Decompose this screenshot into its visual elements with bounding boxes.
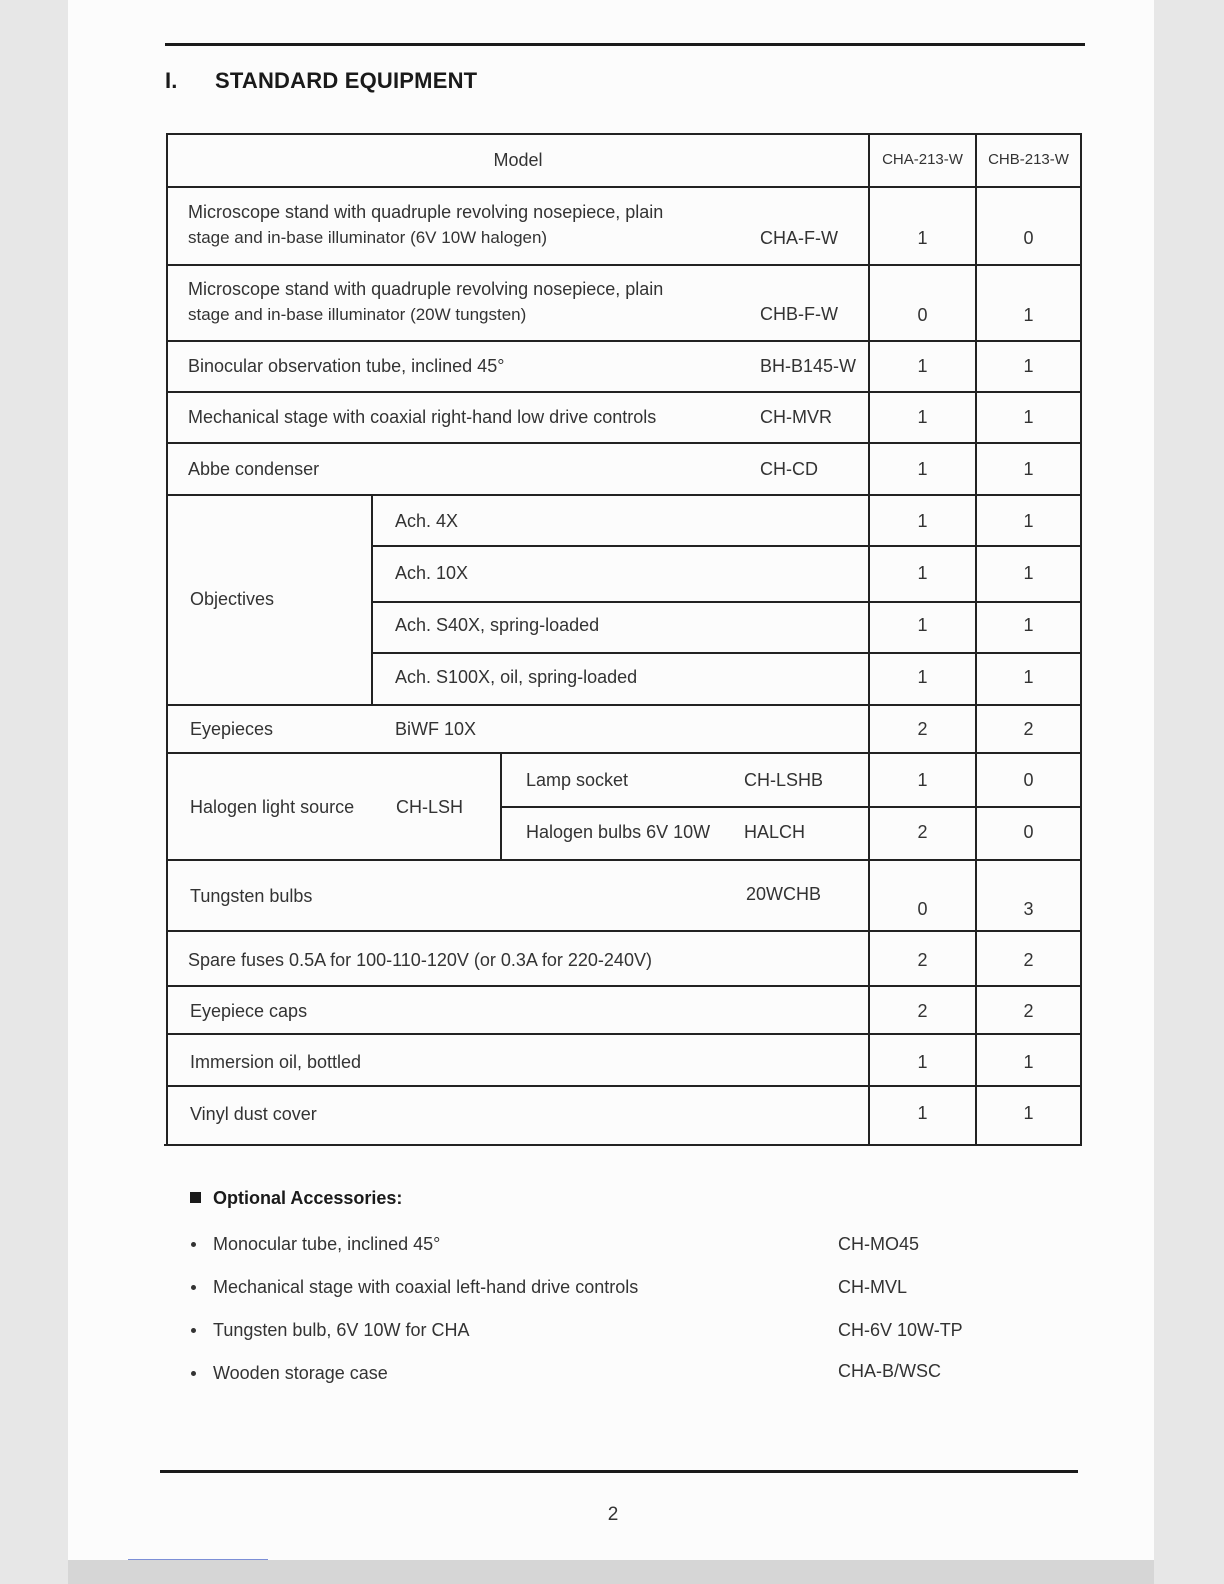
qty-chb: 1 bbox=[1023, 305, 1034, 325]
qty-chb: 2 bbox=[1023, 950, 1034, 970]
accessory-code: CH-MO45 bbox=[838, 1234, 920, 1254]
table-line bbox=[975, 133, 977, 1146]
objective-name: Ach. S40X, spring-loaded bbox=[395, 615, 600, 635]
table-line bbox=[166, 1085, 1082, 1087]
bullet-icon bbox=[191, 1242, 196, 1247]
table-line bbox=[166, 930, 1082, 932]
item-code: CH-CD bbox=[760, 459, 818, 479]
bottom-rule bbox=[160, 1470, 1078, 1473]
qty-cha: 2 bbox=[917, 719, 928, 739]
qty-cha: 2 bbox=[917, 950, 928, 970]
item-description: stage and in-base illuminator (20W tungsten) bbox=[188, 305, 527, 324]
qty-cha: 1 bbox=[917, 1103, 928, 1123]
table-line bbox=[166, 985, 1082, 987]
accessory-code: CHA-B/WSC bbox=[838, 1361, 941, 1381]
item-description: Microscope stand with quadruple revolving nosepiece, plain bbox=[188, 279, 664, 299]
qty-chb: 1 bbox=[1023, 407, 1034, 427]
halogen-code: CH-LSH bbox=[396, 797, 464, 817]
qty-chb: 0 bbox=[1023, 228, 1034, 248]
qty-chb: 1 bbox=[1023, 511, 1034, 531]
column-header-chb: CHB-213-W bbox=[988, 151, 1069, 168]
halogen-item-code: CH-LSHB bbox=[744, 770, 824, 790]
table-line bbox=[500, 806, 1082, 808]
qty-chb: 1 bbox=[1023, 356, 1034, 376]
qty-chb: 0 bbox=[1023, 770, 1034, 790]
item-description: Abbe condenser bbox=[188, 459, 320, 479]
qty-cha: 1 bbox=[917, 356, 928, 376]
qty-cha: 2 bbox=[917, 822, 928, 842]
table-line bbox=[371, 494, 373, 706]
accessory-name: Monocular tube, inclined 45° bbox=[213, 1234, 441, 1254]
objective-name: Ach. 10X bbox=[395, 563, 469, 583]
item-code: CHA-F-W bbox=[760, 228, 838, 248]
qty-chb: 1 bbox=[1023, 667, 1034, 687]
model-header: Model bbox=[493, 150, 543, 170]
qty-chb: 1 bbox=[1023, 1103, 1034, 1123]
halogen-item-code: HALCH bbox=[744, 822, 806, 842]
bullet-icon bbox=[191, 1285, 196, 1290]
item-description: Mechanical stage with coaxial right-hand low drive controls bbox=[188, 407, 657, 427]
qty-chb: 1 bbox=[1023, 563, 1034, 583]
qty-cha: 1 bbox=[917, 407, 928, 427]
qty-cha: 1 bbox=[917, 615, 928, 635]
square-bullet-icon bbox=[190, 1192, 201, 1203]
bullet-icon bbox=[191, 1371, 196, 1376]
item-description: Eyepiece caps bbox=[190, 1001, 308, 1021]
item-description: stage and in-base illuminator (6V 10W halogen) bbox=[188, 228, 548, 247]
accessory-code: CH-6V 10W-TP bbox=[838, 1320, 963, 1340]
optional-accessories-title bbox=[190, 1188, 402, 1209]
table-line bbox=[166, 442, 1082, 444]
qty-cha: 1 bbox=[917, 228, 928, 248]
table-line bbox=[166, 704, 1082, 706]
table-line bbox=[166, 752, 1082, 754]
item-code: CH-MVR bbox=[760, 407, 832, 427]
qty-cha: 0 bbox=[917, 305, 928, 325]
item-description: Binocular observation tube, inclined 45° bbox=[188, 356, 505, 376]
eyepieces-label: Eyepieces bbox=[190, 719, 274, 739]
eyepieces-value: BiWF 10X bbox=[395, 719, 477, 739]
qty-chb: 1 bbox=[1023, 1052, 1034, 1072]
item-code: BH-B145-W bbox=[760, 356, 857, 376]
table-line bbox=[868, 133, 870, 1146]
table-line bbox=[166, 264, 1082, 266]
qty-cha: 1 bbox=[917, 459, 928, 479]
table-line bbox=[500, 752, 502, 861]
table-line bbox=[1080, 133, 1082, 1146]
item-description: Microscope stand with quadruple revolving nosepiece, plain bbox=[188, 202, 664, 222]
table-line bbox=[166, 133, 168, 1146]
section-heading bbox=[165, 68, 477, 94]
qty-cha: 1 bbox=[917, 770, 928, 790]
table-line bbox=[166, 340, 1082, 342]
table-line bbox=[164, 1144, 1082, 1146]
halogen-item-name: Halogen bulbs 6V 10W bbox=[526, 822, 711, 842]
accessory-name: Wooden storage case bbox=[213, 1363, 388, 1383]
objective-name: Ach. S100X, oil, spring-loaded bbox=[395, 667, 638, 687]
qty-cha: 1 bbox=[917, 563, 928, 583]
item-description: Immersion oil, bottled bbox=[190, 1052, 362, 1072]
page-bottom-band bbox=[68, 1560, 1154, 1584]
item-code: 20WCHB bbox=[746, 884, 822, 904]
qty-chb: 2 bbox=[1023, 719, 1034, 739]
qty-chb: 1 bbox=[1023, 459, 1034, 479]
halogen-item-name: Lamp socket bbox=[526, 770, 629, 790]
qty-chb: 3 bbox=[1023, 899, 1034, 919]
accessory-name: Mechanical stage with coaxial left-hand drive controls bbox=[213, 1277, 639, 1297]
qty-chb: 0 bbox=[1023, 822, 1034, 842]
qty-cha: 1 bbox=[917, 1052, 928, 1072]
qty-cha: 1 bbox=[917, 667, 928, 687]
page-number: 2 bbox=[607, 1504, 619, 1525]
table-line bbox=[166, 391, 1082, 393]
bullet-icon bbox=[191, 1328, 196, 1333]
halogen-label: Halogen light source bbox=[190, 797, 355, 817]
scan-edge-line bbox=[128, 1559, 268, 1560]
objectives-label: Objectives bbox=[190, 589, 275, 609]
section-title: STANDARD EQUIPMENT bbox=[215, 68, 478, 93]
item-code: CHB-F-W bbox=[760, 304, 838, 324]
objective-name: Ach. 4X bbox=[395, 511, 459, 531]
accessory-code: CH-MVL bbox=[838, 1277, 908, 1297]
item-description: Tungsten bulbs bbox=[190, 886, 313, 906]
table-line bbox=[166, 1033, 1082, 1035]
section-number: I. bbox=[165, 68, 178, 93]
qty-cha: 1 bbox=[917, 511, 928, 531]
table-line bbox=[166, 133, 1082, 135]
qty-cha: 0 bbox=[917, 899, 928, 919]
item-description: Spare fuses 0.5A for 100-110-120V (or 0.3A for 220-240V) bbox=[188, 950, 652, 970]
qty-chb: 1 bbox=[1023, 615, 1034, 635]
qty-chb: 2 bbox=[1023, 1001, 1034, 1021]
optional-title-text: Optional Accessories: bbox=[213, 1188, 403, 1208]
top-rule bbox=[165, 43, 1085, 46]
column-header-cha: CHA-213-W bbox=[882, 151, 963, 168]
table-line bbox=[166, 494, 1082, 496]
item-description: Vinyl dust cover bbox=[190, 1104, 317, 1124]
accessory-name: Tungsten bulb, 6V 10W for CHA bbox=[213, 1320, 470, 1340]
table-line bbox=[166, 859, 1082, 861]
qty-cha: 2 bbox=[917, 1001, 928, 1021]
table-line bbox=[166, 186, 1082, 188]
